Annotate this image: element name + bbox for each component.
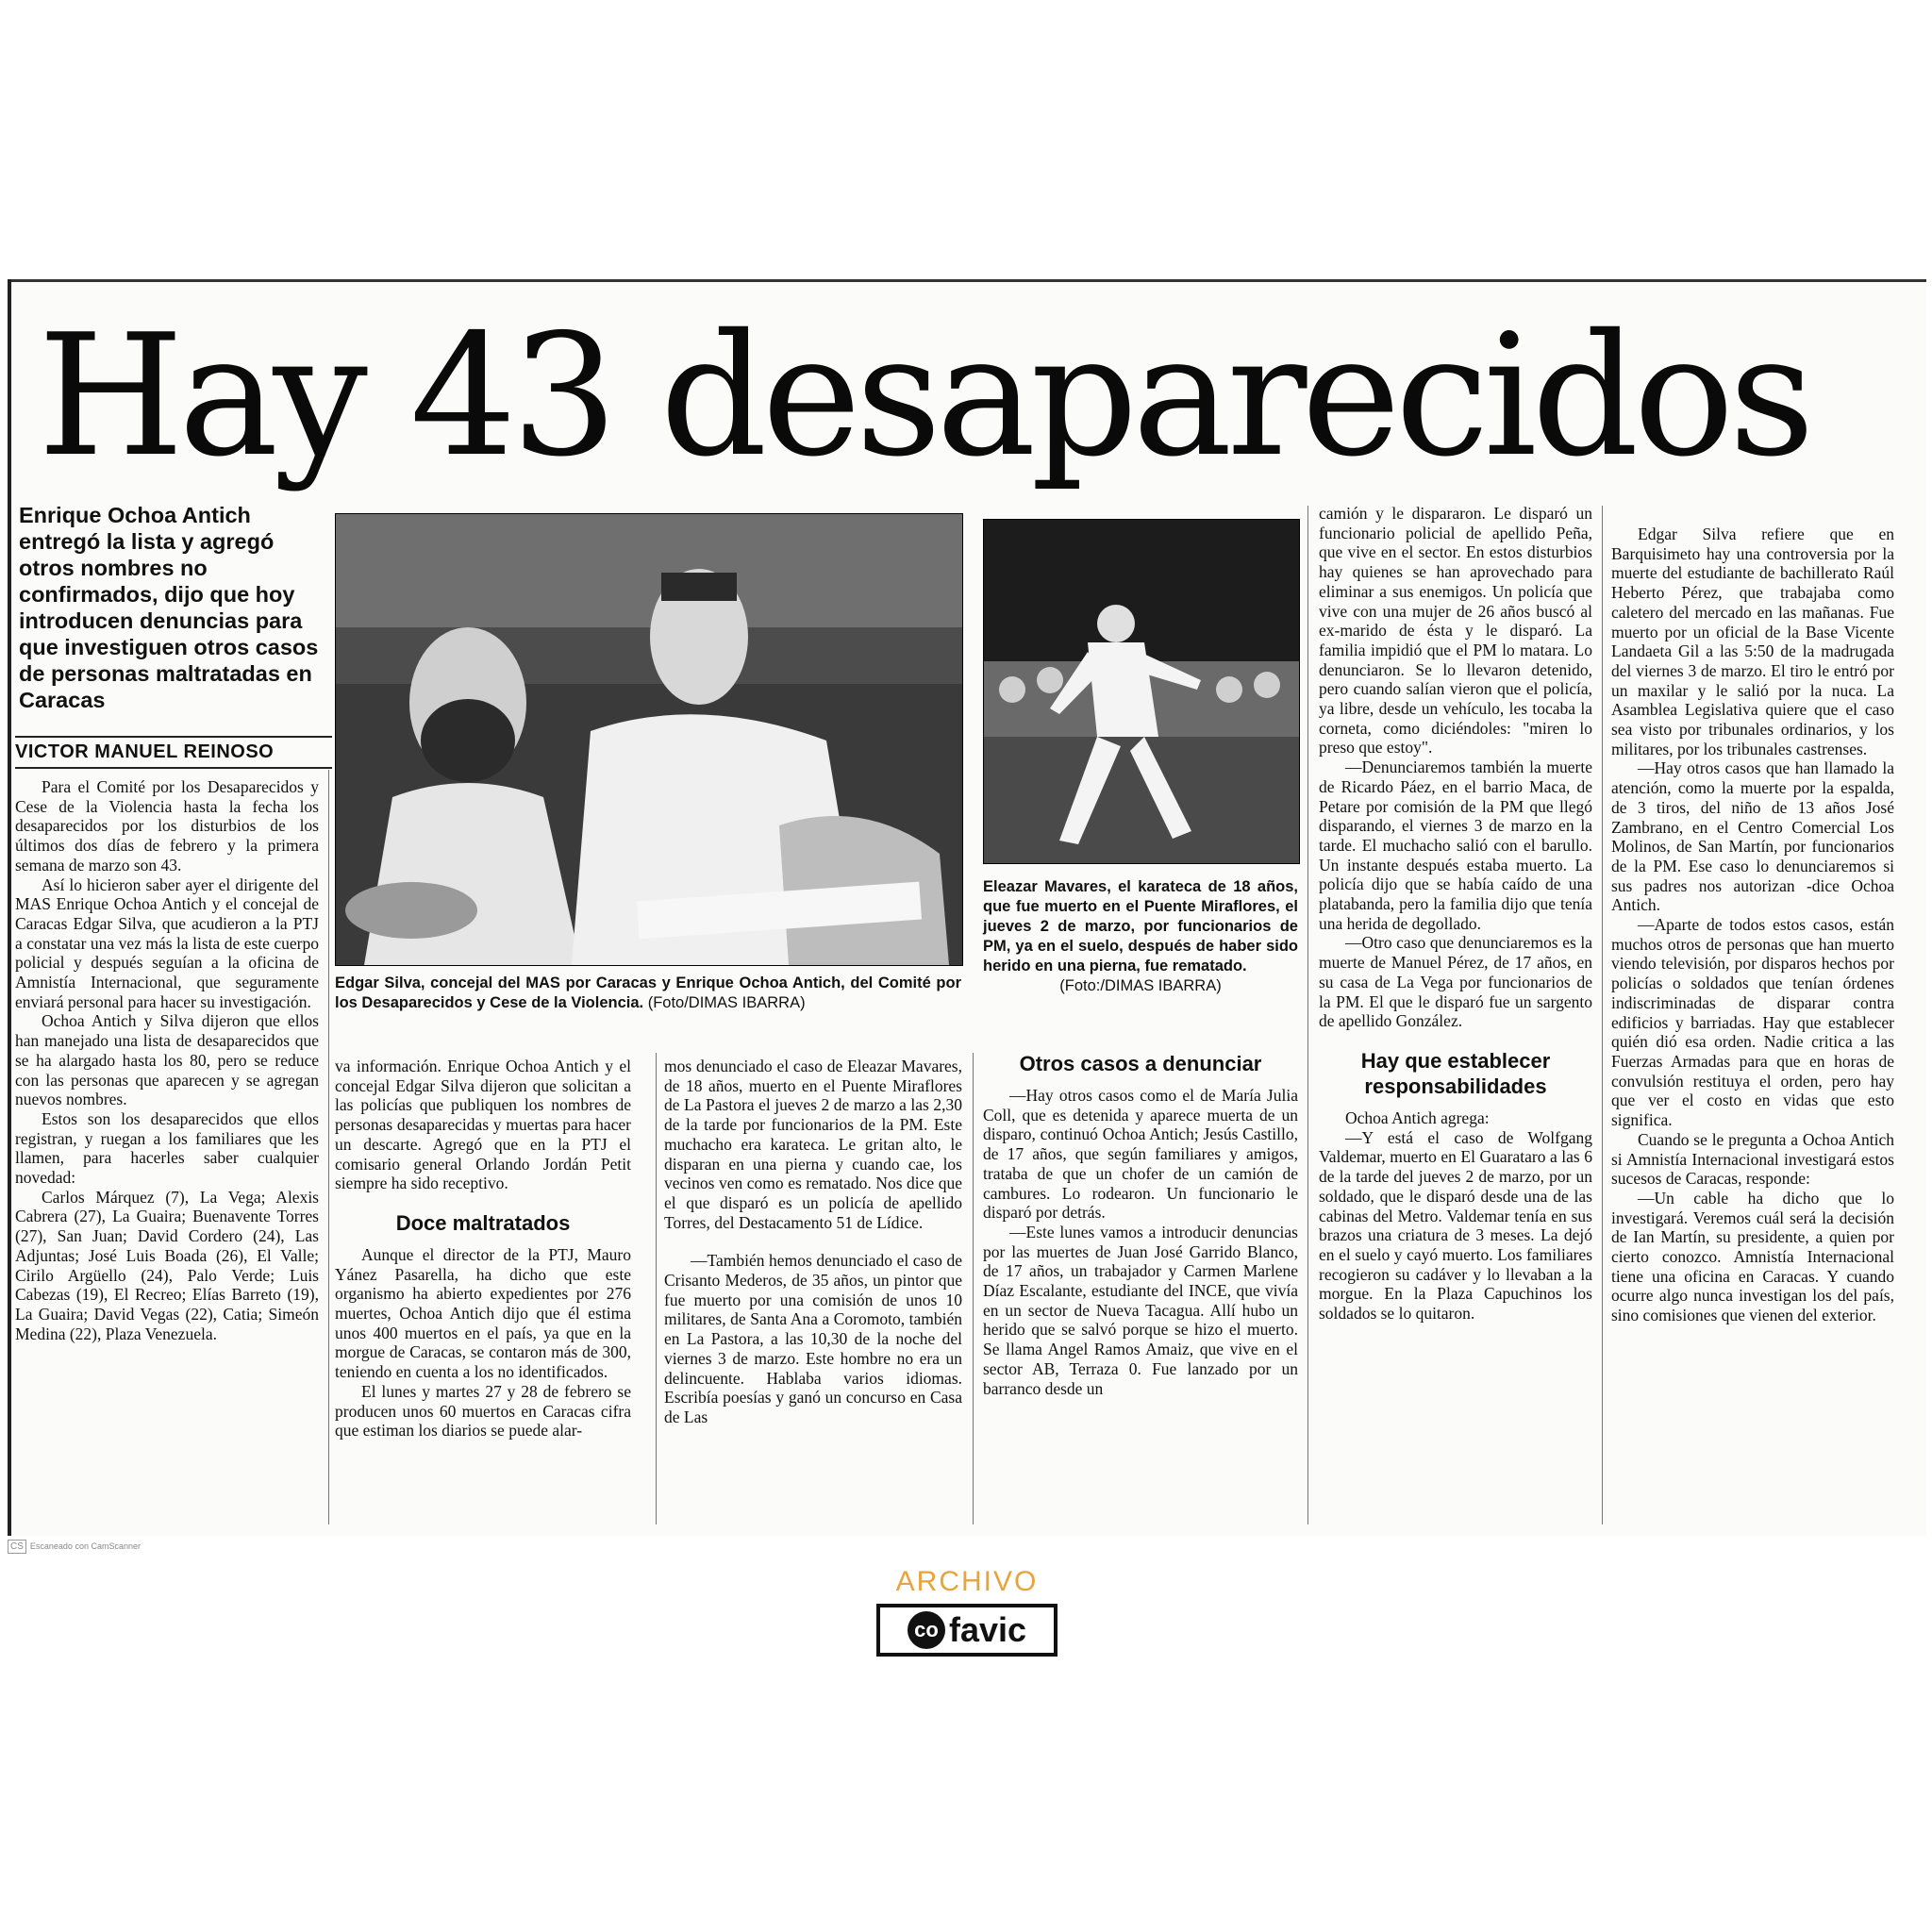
paragraph: —Hay otros casos como el de María Julia Coll, que es detenida y aparece muerta de un disparo, continuó Ochoa Antich; Jesús Castillo, de 17 años, que según familiares y amigos, trataba de que un chofer de un camión de cambures. Lo rodearon. Un funcionario le disparó por detrás.	[983, 1086, 1298, 1223]
archive-logo	[873, 1566, 1061, 1657]
paragraph: —Y está el caso de Wolfgang Valdemar, muerto en El Guarataro a las 6 de la tarde del jueves 2 de marzo, por un soldado, que le disparó desde una de las cabinas del Metro. Valdemar tenía en sus brazos una criatura de 3 meses. La dejó en el suelo y cayó muerto. Los familiares recogieron su cadáver y lo llevaban a la morgue. En la Plaza Capuchinos los soldados se lo quitaron.	[1319, 1127, 1592, 1324]
column-divider	[328, 770, 329, 1524]
paragraph: Carlos Márquez (7), La Vega; Alexis Cabrera (27), La Guaira; Buenavente Torres (27), San Juan; David Cordero (24), Las Adjuntas; José Luis Boada (26), El Valle; Cirilo Argüello (24), Palo Verde; Luis Cabezas (19), El Recreo; Elías Barreto (19), La Guaira; David Vegas (22), Catia; Simeón Medina (22), Plaza Venezuela.	[15, 1187, 319, 1343]
photo-karateka	[983, 519, 1300, 864]
paragraph: Ochoa Antich y Silva dijeron que ellos han manejado una lista de desaparecidos que se ha alargado hasta los 80, pero se reduce con las personas que aparecen y se agregan nuevos nombres.	[15, 1011, 319, 1109]
deck-summary: Enrique Ochoa Antich entregó la lista y agregó otros nombres no confirmados, dijo que hoy introducen denuncias para que investiguen otros casos de personas maltratadas en Caracas	[19, 503, 319, 712]
byline: VICTOR MANUEL REINOSO	[15, 736, 332, 769]
paragraph: Estos son los desaparecidos que ellos registran, y ruegan a los familiares que les llamen, para hacerles saber cualquier novedad:	[15, 1108, 319, 1188]
scanner-text: Escaneado con CamScanner	[29, 1541, 141, 1551]
photo-two-men	[335, 513, 963, 966]
column-5	[1319, 504, 1592, 1324]
subhead-doce-maltratados: Doce maltratados	[395, 1210, 571, 1235]
cofavic-co-icon: co	[908, 1611, 945, 1649]
paragraph: Edgar Silva refiere que en Barquisimeto hay una controversia por la muerte del estudiante de bachillerato Raúl Heberto Pérez, que trabajaba como caletero del mercado en las mañanas. Fue muerto por un oficial de la Base Vicente Landaeta Gil a las 5:50 de la madrugada del viernes 3 de marzo. El tiro le entró por un maxilar y le salió por la nuca. La Asamblea Legislativa quiere que el caso sea visto por tribunales ordinarios, y los militares, por los tribunales castrenses.	[1611, 525, 1894, 758]
subhead-responsabilidades: Hay que establecer responsabilidades	[1360, 1048, 1551, 1098]
paragraph: —Este lunes vamos a introducir denuncias por las muertes de Juan José Garrido Blanco, de 17 años, un trabajador y Carmen Marlene Díaz Escalante, estudiante del INCE, que vivía en un sector de Nueva Tacagua. Allí hubo un herido que se salvó porque se hizo el muerto. Se llama Angel Ramos Amaiz, que vive en el sector AB, Terraza 0. Fue lanzado por un barranco desde un	[983, 1222, 1298, 1398]
paragraph: —Otro caso que denunciaremos es la muerte de Manuel Pérez, de 17 años, en su casa de La Vega por funcionarios de la PM. El que le disparó fue un sargento de apellido González.	[1319, 933, 1592, 1031]
photo-credit: (Foto/DIMAS IBARRA)	[647, 994, 806, 1011]
paragraph: —También hemos denunciado el caso de Crisanto Mederos, de 35 años, un pintor que fue muerto por una comisión de unos 10 militares, de Santa Ana a Coromoto, también en La Pastora, a las 10,30 de la noche del viernes 3 de marzo. Este hombre no era un delincuente. Hablaba varios idiomas. Escribía poesías y ganó un concurso en Casa de Las	[664, 1251, 962, 1426]
paragraph: El lunes y martes 27 y 28 de febrero se producen unos 60 muertos en Caracas cifra que estiman los diarios se puede alar-	[335, 1381, 631, 1441]
top-border	[11, 279, 1926, 282]
archivo-label: ARCHIVO	[895, 1566, 1039, 1597]
photo-credit: (Foto:/DIMAS IBARRA)	[1059, 977, 1222, 994]
paragraph: va información. Enrique Ochoa Antich y el concejal Edgar Silva dijeron que solicitan a las policías que publiquen los nombres de personas desaparecidas y muertas para hacer un descarte. Agregó que en la PTJ el comisario general Orlando Jordán Petit siempre ha sido receptivo.	[335, 1057, 631, 1193]
column-divider	[973, 1053, 974, 1524]
column-6	[1611, 525, 1894, 1325]
paragraph: Ochoa Antich agrega:	[1345, 1108, 1490, 1127]
paragraph: —Aparte de todos estos casos, están muchos otros de personas que han muerto viendo televisión, por disparos hechos por policías o soldados que tenían órdenes indiscriminadas de disparar contra edificios y barriadas. Hay que establecer quién dió esa orden. Nadie critica a las Fuerzas Armadas para que en horas de convulsión restituya el orden, pero hay que ver el costo en vidas que esto significa.	[1611, 915, 1894, 1130]
photo-caption-1	[335, 974, 961, 1013]
caption-text: Eleazar Mavares, el karateca de 18 años, que fue muerto en el Puente Miraflores, el jueves 2 de marzo, por funcionarios de PM, ya en el suelo, después de haber sido herido en una pierna, fue rematado.	[983, 878, 1298, 974]
paragraph: —Denunciaremos también la muerte de Ricardo Páez, en el barrio Maca, de Petare por comisión de la PM que llegó disparando, el viernes 3 de marzo en la tarde. El muchacho salió con el barullo. Un instante después estaba muerto. La policía dijo que se había caído de una platabanda, pero la familia dijo que tenía una herida de degollado.	[1319, 758, 1592, 933]
paragraph: —Un cable ha dicho que lo investigará. Veremos cuál será la decisión de Ian Martín, su presidente, a quien por cierto conozco. Amnistía Internacional tiene una oficina en Caracas. Y cuando ocurre algo nunca investigan los del país, sino comisiones que vienen del exterior.	[1611, 1188, 1894, 1325]
newspaper-photo-two-men-icon	[336, 514, 962, 965]
newspaper-clipping	[8, 279, 1926, 1536]
subhead-otros-casos: Otros casos a denunciar	[1019, 1052, 1262, 1075]
column-3	[664, 1057, 962, 1427]
newspaper-photo-karateka-icon	[984, 520, 1299, 863]
column-divider	[1307, 506, 1308, 1524]
cofavic-wordmark: favic	[948, 1610, 1027, 1649]
paragraph: Cuando se le pregunta a Ochoa Antich si Amnistía Internacional investigará estos sucesos de Caracas, responde:	[1611, 1129, 1894, 1189]
paragraph: Así lo hicieron saber ayer el dirigente del MAS Enrique Ochoa Antich y el concejal de Caracas Edgar Silva, que acudieron a la PTJ a constatar una vez más la lista de este cuerpo policial y después seguían a la oficina de Amnistía Internacional, que seguramente enviará personal para hacer su investigación.	[15, 874, 319, 1011]
cofavic-logo	[876, 1604, 1058, 1657]
headline: Hay 43 desaparecidos	[38, 298, 1809, 493]
column-2	[335, 1057, 631, 1441]
photo-caption-2	[983, 877, 1298, 996]
column-divider	[1602, 506, 1603, 1524]
paragraph: Para el Comité por los Desaparecidos y Cese de la Violencia hasta la fecha los desaparecidos por los disturbios de los últimos dos días de febrero y la primera semana de marzo son 43.	[15, 777, 319, 874]
cs-badge: CS	[8, 1540, 26, 1554]
paragraph: camión y le dispararon. Le disparó un funcionario policial de apellido Peña, que vive en el sector. En estos disturbios hay quienes se han aprovechado para eliminar a sus enemigos. Un policía que vive con una mujer de 26 años buscó al ex-marido de ésta y le disparó. La familia impidió que el PM lo matara. Lo denunciaron. Se lo llevaron detenido, pero cuando salían vieron que el policía, ya libre, desde un vehículo, les tocaba la corneta, como diciéndoles: "miren lo preso que estoy".	[1319, 504, 1592, 758]
paragraph: Aunque el director de la PTJ, Mauro Yánez Pasarella, ha dicho que este organismo ha abierto expedientes por 276 muertes, Ochoa Antich dijo que él estima unos 400 muertos en el país, ya que en la morgue de Caracas, se contaron más de 300, teniendo en cuenta a los no identificados.	[335, 1244, 631, 1382]
paragraph: mos denunciado el caso de Eleazar Mavares, de 18 años, muerto en el Puente Miraflores de La Pastora el jueves 2 de marzo a las 2,30 de la tarde por funcionarios de la PM. Este muchacho era karateca. Le gritan alto, le disparan en una pierna y cuando cae, los vecinos ven como es rematado. Nos dice que el que disparó es un policía de apellido Torres, del Destacamento 51 de Lídice.	[664, 1057, 962, 1232]
caption-text: Edgar Silva, concejal del MAS por Caracas y Enrique Ochoa Antich, del Comité por los Desaparecidos y Cese de la Violencia.	[335, 974, 961, 1011]
column-4	[983, 1051, 1298, 1398]
column-1	[15, 777, 319, 1343]
scanner-watermark	[8, 1540, 141, 1554]
column-divider	[656, 1053, 657, 1524]
paragraph: —Hay otros casos que han llamado la atención, como la muerte por la espalda, de 3 tiros, del niño de 13 años José Zambrano, en el Centro Comercial Los Molinos, de San Martín, por funcionarios de la PM. Ese caso lo denunciaremos si sus padres nos autorizan -dice Ochoa Antich.	[1611, 758, 1894, 915]
